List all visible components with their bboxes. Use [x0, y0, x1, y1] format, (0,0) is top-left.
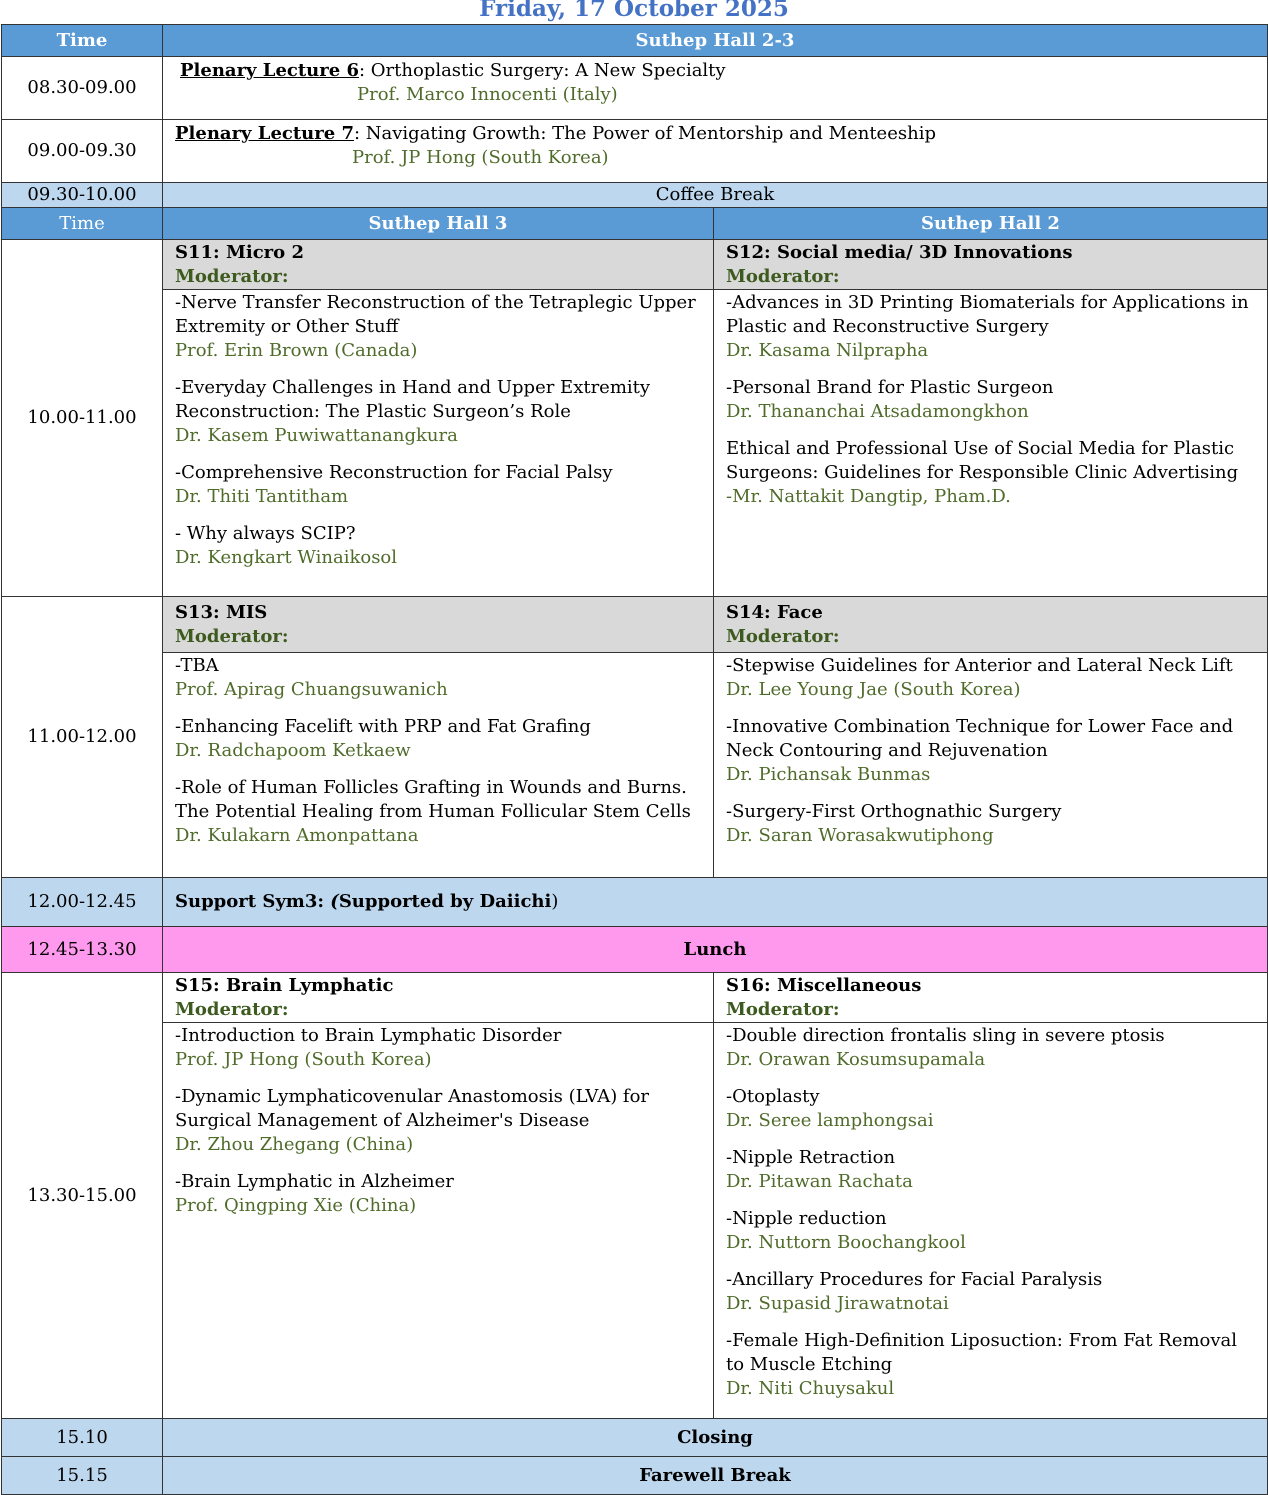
talk-topic: -Role of Human Follicles Grafting in Wounds and Burns. The Potential Healing from Human Follicular Stem Cells: [175, 777, 691, 822]
time-cell: 12.00-12.45: [2, 878, 163, 927]
list-item: [726, 1024, 1255, 1072]
schedule-table: [1, 24, 1268, 1495]
coffee-row: [2, 183, 1268, 208]
moderator-label: Moderator:: [726, 626, 840, 647]
header-row: [2, 25, 1268, 57]
talk-topic: -Surgery-First Orthognathic Surgery: [726, 801, 1062, 822]
list-item: [726, 715, 1255, 787]
talk-topic: -Introduction to Brain Lymphatic Disorder: [175, 1025, 562, 1046]
closing-label: Closing: [163, 1419, 1268, 1457]
hall-3-header: Suthep Hall 3: [163, 208, 714, 240]
session-title: S15: Brain Lymphatic: [175, 975, 394, 996]
time-cell: 12.45-13.30: [2, 927, 163, 973]
plenary-speaker: Prof. Marco Innocenti (Italy): [357, 84, 618, 105]
talk-speaker: Prof. JP Hong (South Korea): [175, 1049, 432, 1070]
talk-list-s15: [163, 1023, 714, 1419]
talk-list-s14: [714, 653, 1268, 878]
session-row: [2, 973, 1268, 1023]
list-item: [175, 1170, 701, 1218]
talk-topic: -Otoplasty: [726, 1086, 820, 1107]
plenary-label: Plenary Lecture 7: [175, 123, 354, 144]
talk-speaker: Dr. Saran Worasakwutiphong: [726, 825, 994, 846]
talk-topic: -Stepwise Guidelines for Anterior and Lateral Neck Lift: [726, 655, 1233, 676]
list-item: [726, 291, 1255, 363]
talk-topic: -Brain Lymphatic in Alzheimer: [175, 1171, 454, 1192]
talk-topic: -Nipple reduction: [726, 1208, 887, 1229]
moderator-label: Moderator:: [726, 266, 840, 287]
plenary-cell: [163, 120, 1268, 183]
list-item: [726, 1085, 1255, 1133]
talk-topic: -Personal Brand for Plastic Surgeon: [726, 377, 1054, 398]
session-s12-header: [714, 240, 1268, 290]
talk-topic: - Why always SCIP?: [175, 523, 356, 544]
hall-header: Suthep Hall 2-3: [163, 25, 1268, 57]
support-prefix: Support Sym3:: [175, 891, 331, 912]
list-item: [726, 437, 1255, 509]
list-item: [726, 1207, 1255, 1255]
talk-speaker: Dr. Thananchai Atsadamongkhon: [726, 401, 1029, 422]
list-item: [726, 1146, 1255, 1194]
talk-speaker: Dr. Kengkart Winaikosol: [175, 547, 398, 568]
talk-topic: -Dynamic Lymphaticovenular Anastomosis (LVA) for Surgical Management of Alzheimer's Disease: [175, 1086, 650, 1131]
talk-topic: -Innovative Combination Technique for Lower Face and Neck Contouring and Rejuvenation: [726, 716, 1234, 761]
talk-list-s12: [714, 290, 1268, 597]
list-item: [175, 376, 701, 448]
page-title: Friday, 17 October 2025: [479, 0, 789, 22]
talk-list-s11: [163, 290, 714, 597]
session-s15-header: [163, 973, 714, 1023]
moderator-label: Moderator:: [175, 626, 289, 647]
talk-speaker: Dr. Radchapoom Ketkaew: [175, 740, 411, 761]
plenary-row: [2, 57, 1268, 120]
farewell-row: [2, 1457, 1268, 1495]
time-cell: 10.00-11.00: [2, 240, 163, 597]
list-item: [175, 776, 701, 848]
talk-topic: -Nerve Transfer Reconstruction of the Tetraplegic Upper Extremity or Other Stuff: [175, 292, 696, 337]
time-cell: 15.10: [2, 1419, 163, 1457]
talk-speaker: Dr. Zhou Zhegang (China): [175, 1134, 414, 1155]
plenary-label: Plenary Lecture 6: [180, 60, 359, 81]
session-s11-header: [163, 240, 714, 290]
split-header-row: [2, 208, 1268, 240]
talks-row: [2, 290, 1268, 597]
talk-speaker: Dr. Nuttorn Boochangkool: [726, 1232, 966, 1253]
session-title: S12: Social media/ 3D Innovations: [726, 242, 1073, 263]
farewell-label: Farewell Break: [163, 1457, 1268, 1495]
talk-topic: -Female High-Definition Liposuction: From Fat Removal to Muscle Etching: [726, 1330, 1238, 1375]
plenary-cell: [163, 57, 1268, 120]
list-item: [726, 1268, 1255, 1316]
session-s16-header: [714, 973, 1268, 1023]
list-item: [726, 800, 1255, 848]
talk-list-s13: [163, 653, 714, 878]
time-cell: 08.30-09.00: [2, 57, 163, 120]
talk-speaker: Dr. Niti Chuysakul: [726, 1378, 895, 1399]
time-header: Time: [2, 25, 163, 57]
talk-topic: -Comprehensive Reconstruction for Facial Palsy: [175, 462, 613, 483]
talk-topic: -TBA: [175, 655, 219, 676]
list-item: [726, 1329, 1255, 1401]
time-cell: 15.15: [2, 1457, 163, 1495]
talk-speaker: Dr. Orawan Kosumsupamala: [726, 1049, 986, 1070]
list-item: [175, 654, 701, 702]
list-item: [175, 1085, 701, 1157]
plenary-speaker: Prof. JP Hong (South Korea): [352, 147, 609, 168]
moderator-label: Moderator:: [175, 266, 289, 287]
talks-row: [2, 653, 1268, 878]
time-cell: 11.00-12.00: [2, 597, 163, 878]
session-row: [2, 597, 1268, 653]
talk-speaker: Dr. Thiti Tantitham: [175, 486, 349, 507]
session-s14-header: [714, 597, 1268, 653]
moderator-label: Moderator:: [726, 999, 840, 1020]
list-item: [726, 376, 1255, 424]
closing-row: [2, 1419, 1268, 1457]
hall-2-header: Suthep Hall 2: [714, 208, 1268, 240]
talk-speaker: Dr. Kasem Puwiwattanangkura: [175, 425, 458, 446]
session-row: [2, 240, 1268, 290]
talk-speaker: Prof. Apirag Chuangsuwanich: [175, 679, 448, 700]
list-item: [175, 461, 701, 509]
talk-speaker: Dr. Lee Young Jae (South Korea): [726, 679, 1021, 700]
talk-topic: -Advances in 3D Printing Biomaterials for Applications in Plastic and Reconstructive Surgery: [726, 292, 1249, 337]
talk-speaker: Dr. Pitawan Rachata: [726, 1171, 913, 1192]
list-item: [175, 522, 701, 570]
support-cell: [163, 878, 1268, 927]
talk-speaker: Prof. Erin Brown (Canada): [175, 340, 418, 361]
support-sponsor: Supported by Daiichi: [338, 891, 552, 912]
support-paren-open: (: [330, 891, 339, 912]
moderator-label: Moderator:: [175, 999, 289, 1020]
support-paren-close: ): [551, 891, 559, 912]
time-cell: 13.30-15.00: [2, 973, 163, 1419]
talk-speaker: -Mr. Nattakit Dangtip, Pham.D.: [726, 486, 1011, 507]
session-title: S16: Miscellaneous: [726, 975, 922, 996]
list-item: [175, 1024, 701, 1072]
list-item: [175, 291, 701, 363]
talk-speaker: Dr. Supasid Jirawatnotai: [726, 1293, 949, 1314]
talks-row: [2, 1023, 1268, 1419]
session-title: S11: Micro 2: [175, 242, 304, 263]
coffee-label: Coffee Break: [163, 183, 1268, 208]
lunch-row: [2, 927, 1268, 973]
talk-topic: -Enhancing Facelift with PRP and Fat Grafing: [175, 716, 591, 737]
talk-topic: -Double direction frontalis sling in severe ptosis: [726, 1025, 1165, 1046]
session-title: S13: MIS: [175, 602, 268, 623]
talk-speaker: Dr. Kasama Nilprapha: [726, 340, 929, 361]
talk-speaker: Dr. Seree lamphongsai: [726, 1110, 934, 1131]
talk-topic: -Everyday Challenges in Hand and Upper Extremity Reconstruction: The Plastic Surgeon’s Role: [175, 377, 651, 422]
time-cell: 09.30-10.00: [2, 183, 163, 208]
talk-list-s16: [714, 1023, 1268, 1419]
talk-speaker: Dr. Pichansak Bunmas: [726, 764, 931, 785]
time-header: Time: [2, 208, 163, 240]
list-item: [726, 654, 1255, 702]
plenary-topic: : Orthoplastic Surgery: A New Specialty: [358, 60, 726, 81]
list-item: [175, 715, 701, 763]
plenary-topic: : Navigating Growth: The Power of Mentorship and Menteeship: [353, 123, 936, 144]
talk-topic: -Ancillary Procedures for Facial Paralysis: [726, 1269, 1103, 1290]
talk-topic: Ethical and Professional Use of Social Media for Plastic Surgeons: Guidelines for Responsible Clinic Advertising: [726, 438, 1239, 483]
talk-speaker: Prof. Qingping Xie (China): [175, 1195, 417, 1216]
support-row: [2, 878, 1268, 927]
time-cell: 09.00-09.30: [2, 120, 163, 183]
session-s13-header: [163, 597, 714, 653]
talk-topic: -Nipple Retraction: [726, 1147, 896, 1168]
plenary-row: [2, 120, 1268, 183]
lunch-label: Lunch: [163, 927, 1268, 973]
talk-speaker: Dr. Kulakarn Amonpattana: [175, 825, 419, 846]
session-title: S14: Face: [726, 602, 823, 623]
